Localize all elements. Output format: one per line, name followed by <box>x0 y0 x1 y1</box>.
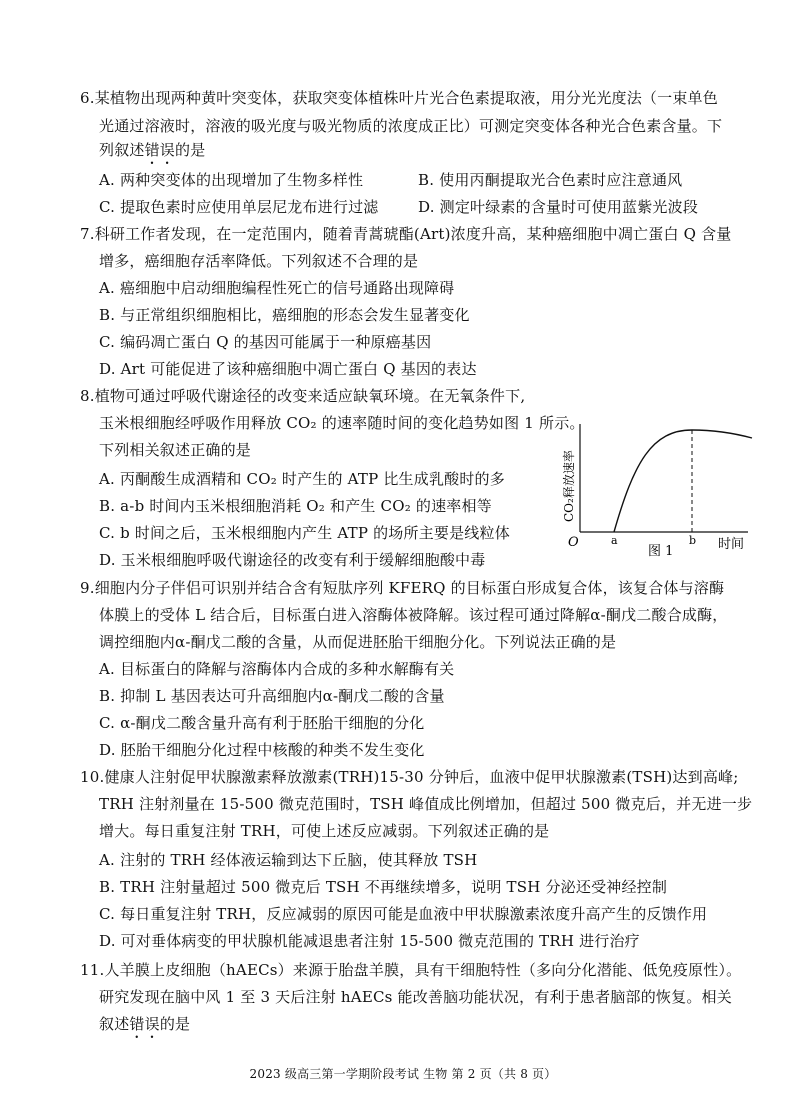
q10-option-d: D. 可对垂体病变的甲状腺机能减退患者注射 15-500 微克范围的 TRH 进行治疗 <box>99 932 640 950</box>
q10-stem-line-2: TRH 注射剂量在 15-500 微克范围时，TSH 峰值成比例增加，但超过 500 微克后，并无进一步 <box>99 795 753 813</box>
q6-option-b: B. 使用丙酮提取光合色素时应注意通风 <box>418 171 683 189</box>
x-tick-b: b <box>689 534 697 547</box>
q6-stem-line-3 <box>99 140 205 168</box>
q11-stem-post: 的是 <box>159 1015 191 1033</box>
q9-option-c: C. α-酮戊二酸含量升高有利于胚胎干细胞的分化 <box>99 714 425 732</box>
q9-option-d: D. 胚胎干细胞分化过程中核酸的种类不发生变化 <box>99 741 425 759</box>
figure-1-chart <box>556 420 756 570</box>
q8-option-c: C. b 时间之后，玉米根细胞内产生 ATP 的场所主要是线粒体 <box>99 524 510 542</box>
q11-stem-pre: 叙述 <box>99 1015 130 1033</box>
q6-stem-post: 的是 <box>175 141 206 159</box>
origin-label: O <box>568 535 579 550</box>
q10-option-b: B. TRH 注射量超过 500 微克后 TSH 不再继续增多，说明 TSH 分泌还受神经控制 <box>99 878 668 896</box>
q6-stem-line-2: 光通过溶液时，溶液的吸光度与吸光物质的浓度成正比）可测定突变体各种光合色素含量。下 <box>99 117 723 135</box>
q8-stem-line-1: 8.植物可通过呼吸代谢途径的改变来适应缺氧环境。在无氧条件下, <box>80 387 526 405</box>
q8-option-a: A. 丙酮酸生成酒精和 CO₂ 时产生的 ATP 比生成乳酸时的多 <box>99 470 505 488</box>
q10-stem-line-3: 增大。每日重复注射 TRH，可使上述反应减弱。下列叙述正确的是 <box>99 822 550 840</box>
x-tick-a: a <box>611 534 618 547</box>
q11-stem-line-1: 11.人羊膜上皮细胞（hAECs）来源于胎盘羊膜，具有干细胞特性（多向分化潜能、低免疫原性）。 <box>80 961 742 979</box>
q8-option-d: D. 玉米根细胞呼吸代谢途径的改变有利于缓解细胞酸中毒 <box>99 551 486 569</box>
q7-option-d: D. Art 可能促进了该种癌细胞中凋亡蛋白 Q 基因的表达 <box>99 360 477 378</box>
co2-release-curve <box>614 430 752 532</box>
q6-stem-line-1: 6.某植物出现两种黄叶突变体，获取突变体植株叶片光合色素提取液，用分光光度法（一束单色 <box>80 89 718 107</box>
q6-stem-pre: 列叙述 <box>99 141 145 159</box>
q8-stem-line-3: 下列相关叙述正确的是 <box>99 441 252 459</box>
q10-option-c: C. 每日重复注射 TRH，反应减弱的原因可能是血液中甲状腺激素浓度升高产生的反馈作用 <box>99 905 708 923</box>
q6-emphasis-wrong: 错误 <box>144 141 176 159</box>
q11-stem-line-3 <box>99 1014 190 1042</box>
q6-option-c: C. 提取色素时应使用单层尼龙布进行过滤 <box>99 198 379 216</box>
x-axis-label: 时间 <box>718 537 745 552</box>
q7-stem-line-1: 7.科研工作者发现，在一定范围内，随着青蒿琥酯(Art)浓度升高，某种癌细胞中凋亡蛋白 Q 含量 <box>80 225 732 243</box>
q7-option-c: C. 编码凋亡蛋白 Q 的基因可能属于一种原癌基因 <box>99 333 432 351</box>
q10-option-a: A. 注射的 TRH 经体液运输到达下丘脑，使其释放 TSH <box>99 851 478 869</box>
q9-option-b: B. 抑制 L 基因表达可升高细胞内α-酮戊二酸的含量 <box>99 687 445 705</box>
q11-stem-line-2: 研究发现在脑中风 1 至 3 天后注射 hAECs 能改善脑功能状况，有利于患者脑部的恢复。相关 <box>99 988 732 1006</box>
q7-option-a: A. 癌细胞中启动细胞编程性死亡的信号通路出现障碍 <box>99 279 455 297</box>
q6-option-d: D. 测定叶绿素的含量时可使用蓝紫光波段 <box>418 198 699 216</box>
q10-stem-line-1: 10.健康人注射促甲状腺激素释放激素(TRH)15-30 分钟后，血液中促甲状腺激素(TSH)达到高峰; <box>80 768 739 786</box>
q9-stem-line-2: 体膜上的受体 L 结合后，目标蛋白进入溶酶体被降解。该过程可通过降解α-酮戊二酸合成酶， <box>99 606 728 624</box>
q9-option-a: A. 目标蛋白的降解与溶酶体内合成的多种水解酶有关 <box>99 660 455 678</box>
q8-option-b: B. a-b 时间内玉米根细胞消耗 O₂ 和产生 CO₂ 的速率相等 <box>99 497 492 515</box>
q9-stem-line-3: 调控细胞内α-酮戊二酸的含量，从而促进胚胎干细胞分化。下列说法正确的是 <box>99 633 617 651</box>
q8-stem-line-2: 玉米根细胞经呼吸作用释放 CO₂ 的速率随时间的变化趋势如图 1 所示。 <box>99 414 585 432</box>
q6-option-a: A. 两种突变体的出现增加了生物多样性 <box>99 171 364 189</box>
q7-stem-line-2: 增多，癌细胞存活率降低。下列叙述不合理的是 <box>99 252 419 270</box>
y-axis-label: CO₂释放速率 <box>562 450 576 522</box>
q11-emphasis-wrong: 错误 <box>129 1015 160 1033</box>
page-footer: 2023 级高三第一学期阶段考试 生物 第 2 页（共 8 页） <box>249 1067 557 1081</box>
figure-title: 图 1 <box>648 544 674 559</box>
q9-stem-line-1: 9.细胞内分子伴侣可识别并结合含有短肽序列 KFERQ 的目标蛋白形成复合体，该复合体与溶酶 <box>80 579 725 597</box>
q7-option-b: B. 与正常组织细胞相比，癌细胞的形态会发生显著变化 <box>99 306 470 324</box>
